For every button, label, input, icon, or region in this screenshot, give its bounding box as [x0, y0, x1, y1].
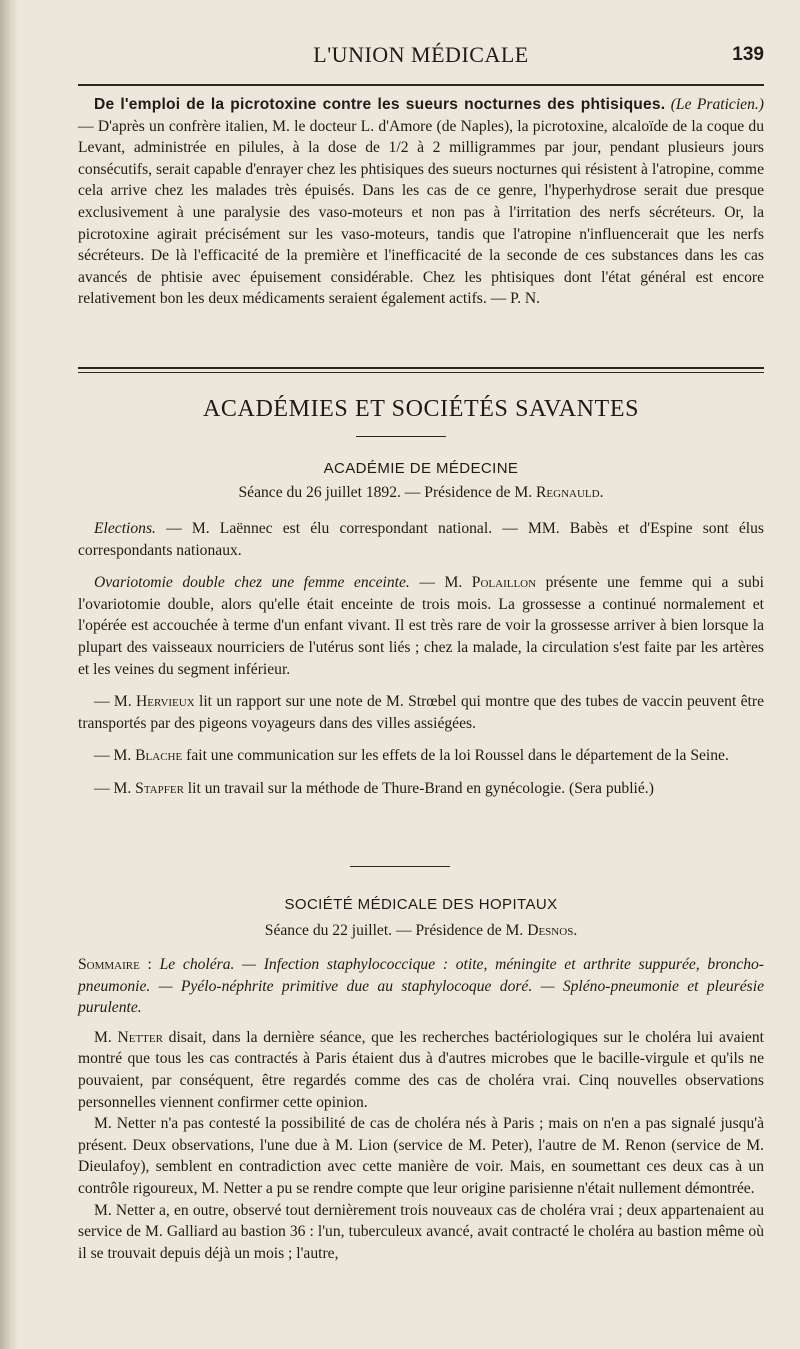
academie-session: Séance du 26 juillet 1892. — Présidence de M. Regnauld.: [238, 484, 604, 501]
paragraph-netter-1: M. Netter disait, dans la dernière séance, que les recherches bactériologiques sur le choléra lui avaient montré que tous les cas contractés à Paris étaient dus à d'autres microbes que le bacille-virgule et qu'ils ne pouvaient, par conséquent, être regardés comme des cas de choléra vrai. Cinq nouvelles observations personnelles viennent confirmer cette opinion.: [78, 1028, 764, 1111]
paragraph-netter-3: M. Netter a, en outre, observé tout dernièrement trois nouveaux cas de choléra vrai ; deux appartenaient au service de M. Galliard au bastion 36 : l'un, tuberculeux avancé, avait contracté le choléra au bastion même où il se trouvait depuis déjà un mois ; l'autre,: [78, 1201, 764, 1262]
section-separator: [350, 866, 450, 867]
paragraph-lead: Elections.: [94, 520, 156, 537]
running-head: [78, 40, 764, 76]
section-title-underline: [356, 436, 446, 437]
paragraph-netter-2: M. Netter n'a pas contesté la possibilité de cas de choléra nés à Paris ; mais on n'en a pas signalé jusqu'à présent. Deux observations, l'une due à M. Lion (service de M. Peter), l'autre de M. Renon (service de M. Dieulafoy), semblent en contradiction avec cette manière de voir. Mais, en soumettant ces deux cas à un contrôle rigoureux, M. Netter a pu se rendre compte que leur origine parisienne n'était nullement démontrée.: [78, 1115, 764, 1197]
academie-title: ACADÉMIE DE MÉDECINE: [323, 460, 519, 477]
article-body: — D'après un confrère italien, M. le docteur L. d'Amore (de Naples), la picrotoxine, alcaloïde de la coque du Levant, administrée en pilules, à la dose de 1/2 à 2 milligrammes par jour, pendant plusieurs jours consécutifs, serait capable d'enrayer chez les phtisiques des sueurs nocturnes qui résistent à l'atropine, comme cela arrive chez les malades très épuisés. Dans les cas de ce genre, l'hyperhydrose serait due presque exclusivement à une paralysie des vaso-moteurs et non pas à l'irritation des nerfs sécréteurs. Or, la picrotoxine agirait précisément sur les vaso-moteurs, tandis que l'atropine n'influencerait que les nerfs sécréteurs. De là l'efficacité de la première et l'inefficacité de la seconde de ces substances dans les cas avancés de phtisie avec épuisement considérable. Chez les phtisiques dont l'état général est encore relativement bon les deux médicaments seraient également actifs. — P. N.: [78, 117, 764, 308]
article-title: De l'emploi de la picrotoxine contre les sueurs nocturnes des phtisiques.: [94, 96, 666, 113]
paragraph-stapfer: — M. Stapfer lit un travail sur la méthode de Thure-Brand en gynécologie. (Sera publié.): [94, 779, 654, 797]
header-rule: [78, 84, 764, 86]
sommaire: Sommaire : Le choléra. — Infection staphylococcique : otite, méningite et arthrite suppurée, broncho-pneumonie. — Pyélo-néphrite primitive due au staphylocoque doré. — Spléno-pneumonie et pleurésie purulente.: [78, 956, 764, 1017]
paragraph-ovariotomie: Ovariotomie double chez une femme enceinte. — M. Polaillon présente une femme qui a subi l'ovariotomie double, alors qu'elle était enceinte de trois mois. La grossesse a continué normalement et l'opérée est accouchée à terme d'un enfant vivant. Il est très rare de voir la grossesse arriver à bien lorsque la plupart des vaisseaux nourriciers de l'utérus sont liés ; chez la malade, la circulation s'est faite par les artères et les veines du segment inférieur.: [78, 574, 764, 678]
societe-session: Séance du 22 juillet. — Présidence de M. Desnos.: [264, 922, 578, 939]
page-binding-edge: [0, 0, 18, 1349]
article-source: (Le Praticien.): [670, 96, 764, 113]
article-picrotoxine: [78, 94, 764, 310]
page-number: 139: [732, 44, 764, 65]
societe-body: [78, 954, 764, 1264]
academie-body: [78, 518, 764, 800]
paragraph-lead: Ovariotomie double chez une femme enceinte.: [94, 574, 410, 592]
running-title: L'UNION MÉDICALE: [313, 42, 529, 67]
sommaire-text: Le choléra. — Infection staphylococcique : otite, méningite et arthrite suppurée, broncho-pneumonie. — Pyélo-néphrite primitive due au staphylocoque doré. — Spléno-pneumonie et pleurésie purulente.: [78, 956, 764, 1017]
president-name: Regnauld: [536, 484, 600, 501]
societe-title: SOCIÉTÉ MÉDICALE DES HOPITAUX: [284, 896, 558, 913]
section-rule-bottom: [78, 372, 764, 373]
section-title: ACADÉMIES ET SOCIÉTÉS SAVANTES: [202, 396, 640, 422]
sommaire-label: Sommaire: [78, 956, 140, 973]
section-rule-top: [78, 367, 764, 369]
president-name: Desnos: [527, 922, 574, 939]
paragraph-elections: Elections. — M. Laënnec est élu correspondant national. — MM. Babès et d'Espine sont élus correspondants nationaux.: [78, 520, 764, 559]
paragraph-blache: — M. Blache fait une communication sur les effets de la loi Roussel dans le département de la Seine.: [94, 747, 729, 765]
paragraph-hervieux: — M. Hervieux lit un rapport sur une note de M. Strœbel qui montre que des tubes de vaccin peuvent être transportés par des pigeons voyageurs dans des villes assiégées.: [78, 693, 764, 732]
